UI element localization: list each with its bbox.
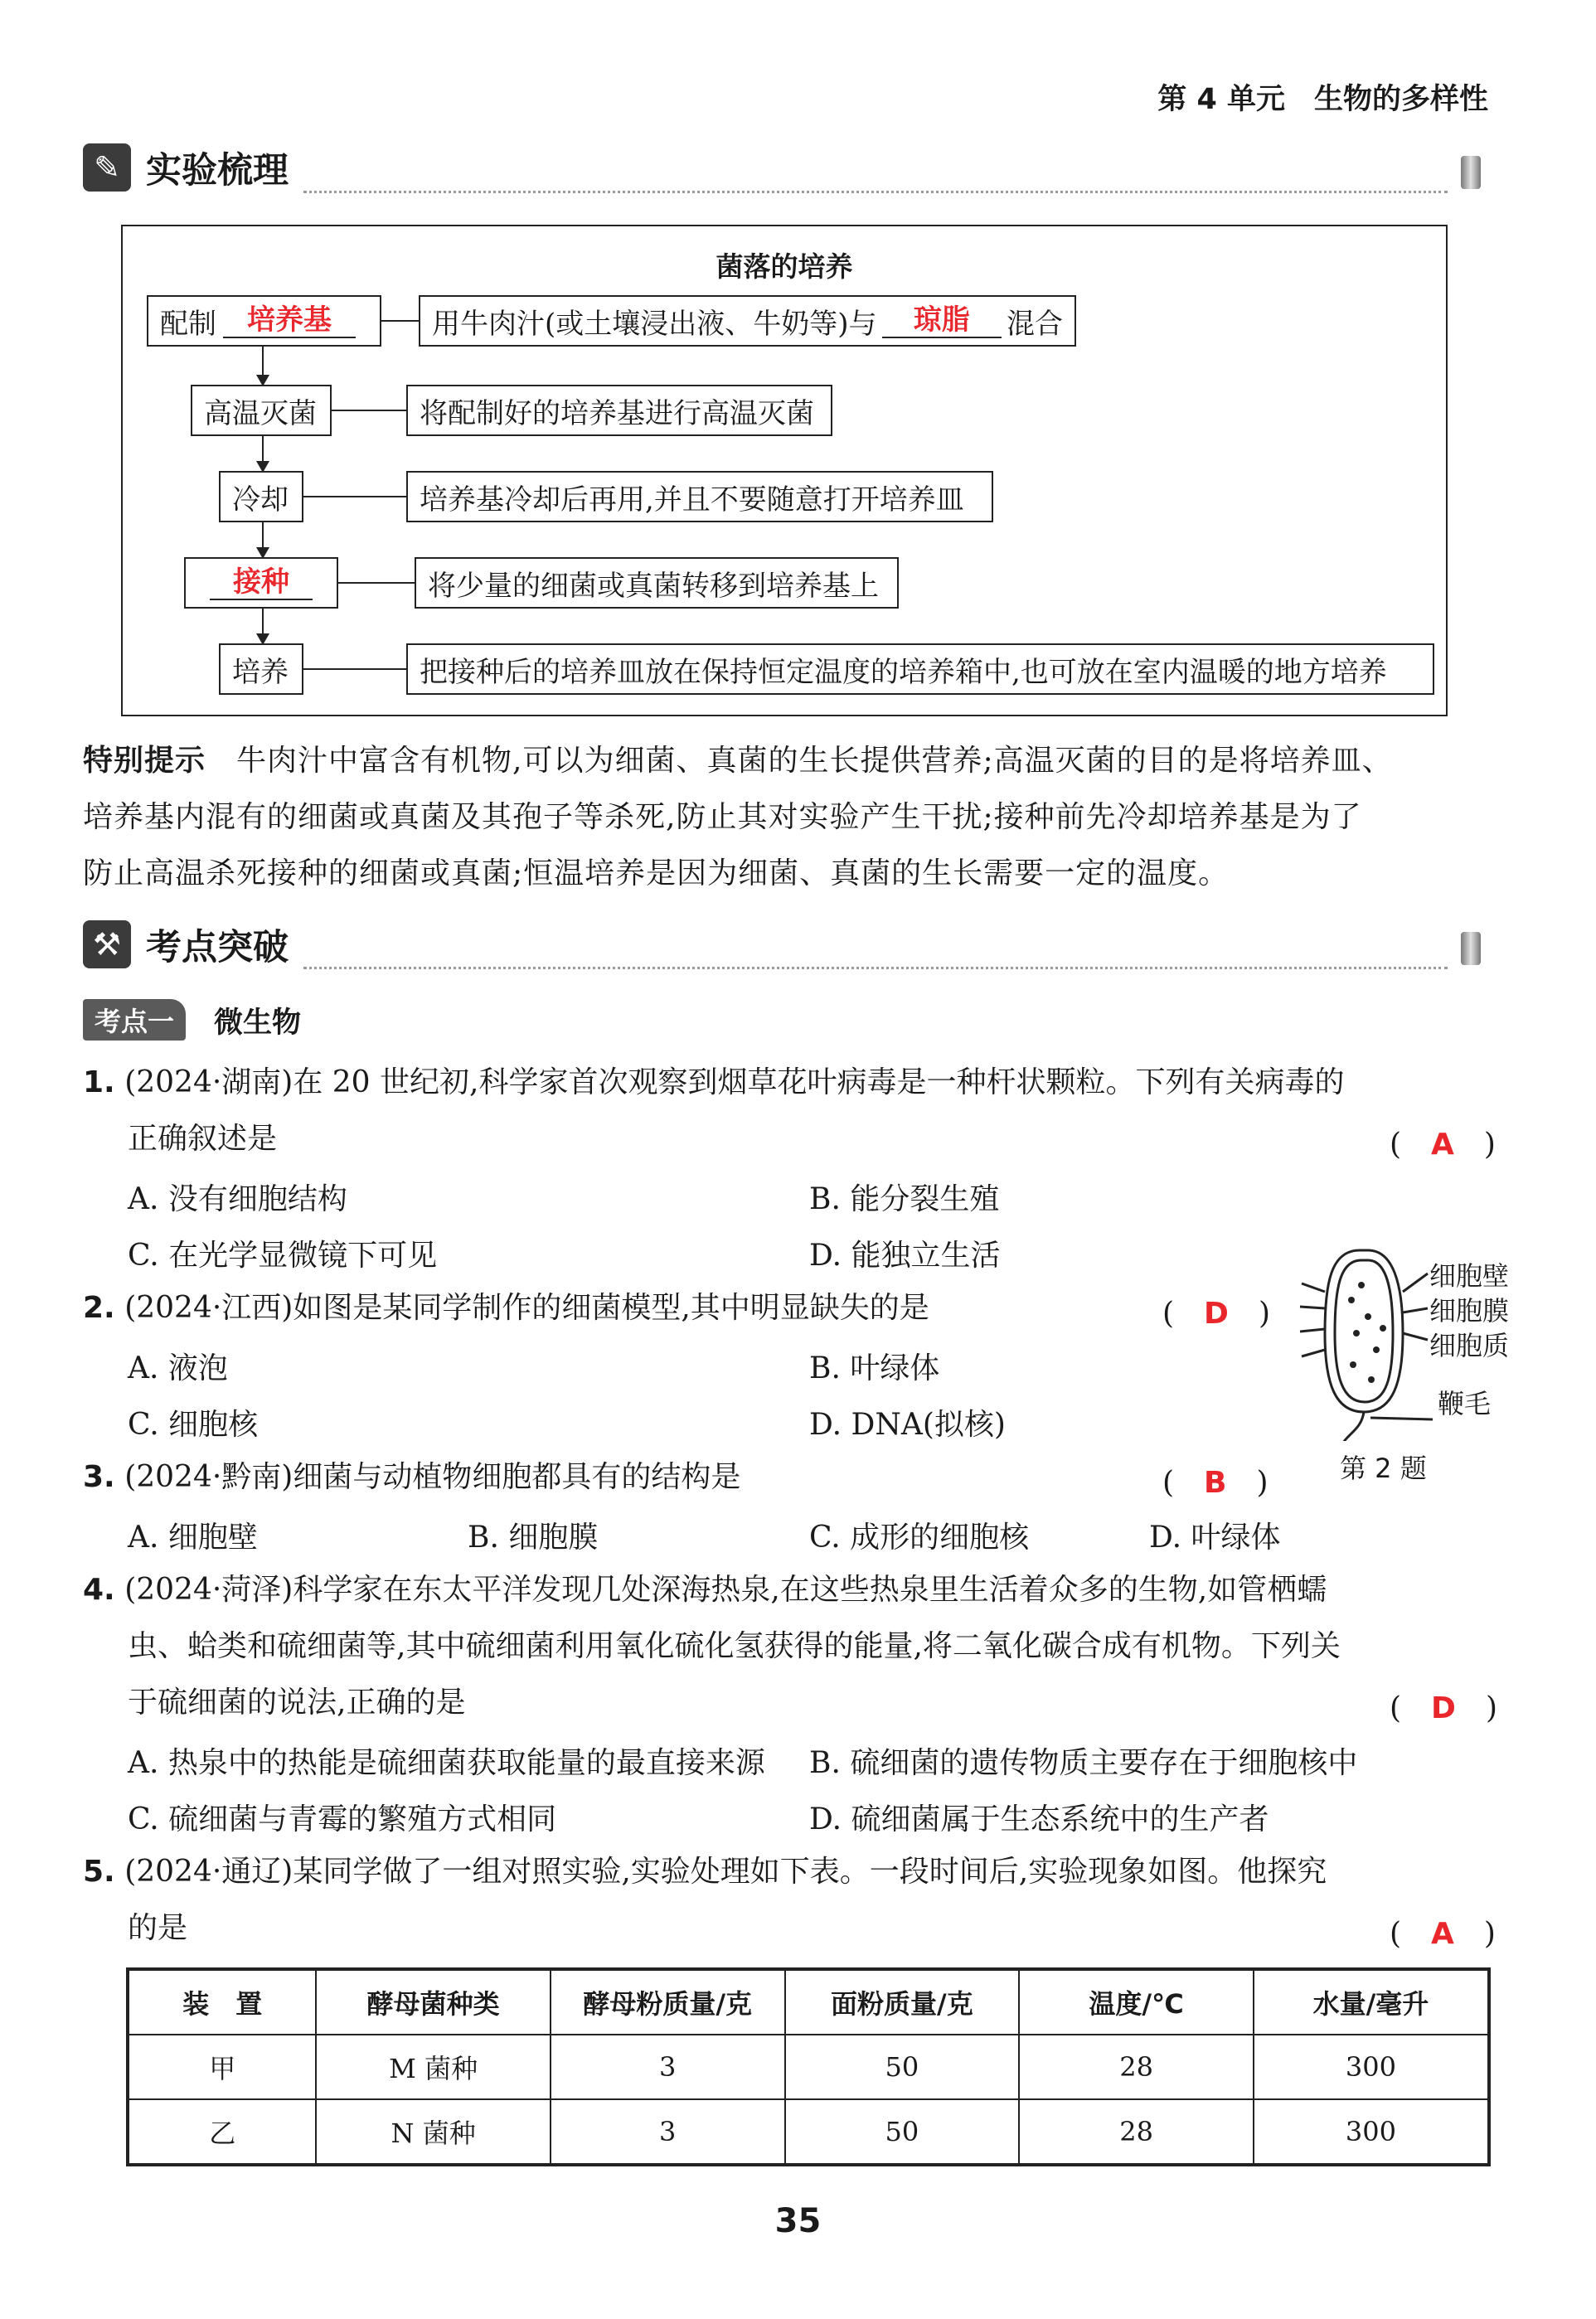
table-cell: 3 [551, 2035, 785, 2099]
flow-step-prepare [147, 295, 381, 347]
table-header-cell: 水量/毫升 [1254, 1969, 1489, 2035]
flow-desc-cool-text: 培养基冷却后再用,并且不要随意打开培养皿 [420, 483, 964, 517]
answer-letter: D [1431, 1691, 1456, 1725]
section-rule [303, 191, 1448, 193]
q4-option-c: C. 硫细菌与青霉的繁殖方式相同 [128, 1802, 557, 1836]
flow-step-sterilize-label: 高温灭菌 [204, 396, 317, 430]
yeast-experiment-table [126, 1967, 1491, 2166]
flow-desc-sterilize-text: 将配制好的培养基进行高温灭菌 [420, 396, 814, 430]
blank-culture-medium: 培养基 [223, 303, 356, 339]
table-cell: 乙 [128, 2099, 316, 2165]
kaodian-title: 微生物 [214, 1007, 302, 1040]
q1-option-a: A. 没有细胞结构 [128, 1182, 347, 1216]
section-end-ornament [1461, 156, 1481, 189]
question-2-stem [83, 1280, 929, 1337]
question-2-answer: ( D ) [1162, 1297, 1270, 1331]
label-cytoplasm: 细胞质 [1429, 1330, 1510, 1361]
table-cell: 300 [1254, 2035, 1489, 2099]
blank-agar: 琼脂 [882, 303, 1002, 339]
connector [303, 496, 406, 497]
label-flagellum: 鞭毛 [1438, 1388, 1492, 1419]
table-cell: 50 [785, 2035, 1020, 2099]
tip-line-2: 培养基内混有的细菌或真菌及其孢子等杀死,防止其对实验产生干扰;接种前先冷却培养基是为了 [83, 800, 1362, 834]
pencil-icon: ✎ [83, 143, 131, 192]
kaodian-badge: 考点一 [83, 999, 186, 1041]
question-1-stem [83, 1055, 1344, 1111]
q1-option-b: B. 能分裂生殖 [809, 1182, 1000, 1216]
tip-label: 特别提示 [83, 744, 206, 778]
flow-desc-prepare [419, 295, 1076, 347]
answer-letter: A [1431, 1128, 1454, 1162]
flow-step-sterilize [191, 385, 332, 436]
section-title-key-points: 考点突破 [146, 927, 289, 968]
question-4-line-1: (2024·菏泽)科学家在东太平洋发现几处深海热泉,在这些热泉里生活着众多的生物,如管栖蠕 [124, 1573, 1327, 1607]
connector [381, 320, 419, 322]
question-4-line-2: 虫、蛤类和硫细菌等,其中硫细菌利用氧化硫化氢获得的能量,将二氧化碳合成有机物。下列关 [128, 1629, 1341, 1663]
question-5-number: 5. [83, 1855, 115, 1889]
running-head: 第 4 单元 生物的多样性 [1157, 83, 1488, 116]
answer-letter: D [1204, 1297, 1229, 1331]
q4-option-d: D. 硫细菌属于生态系统中的生产者 [809, 1802, 1269, 1836]
table-cell: 50 [785, 2099, 1020, 2165]
q3-option-b: B. 细胞膜 [468, 1521, 599, 1555]
q4-option-a: A. 热泉中的热能是硫细菌获取能量的最直接来源 [128, 1746, 765, 1780]
question-4-number: 4. [83, 1573, 115, 1607]
q2-option-d: D. DNA(拟核) [809, 1408, 1006, 1442]
table-cell: 300 [1254, 2099, 1489, 2165]
question-3-answer: ( B ) [1162, 1466, 1269, 1500]
question-1-answer: ( A ) [1390, 1128, 1496, 1162]
question-5-line-1: (2024·通辽)某同学做了一组对照实验,实验处理如下表。一段时间后,实验现象如图。他探究 [124, 1855, 1327, 1889]
flow-desc-inoculate-text: 将少量的细菌或真菌转移到培养基上 [428, 569, 879, 603]
special-tip [83, 733, 1509, 902]
blank-inoculate: 接种 [210, 565, 313, 601]
q1-option-d: D. 能独立生活 [809, 1239, 1001, 1273]
question-3-number: 3. [83, 1460, 115, 1494]
figure-caption: 第 2 题 [1340, 1453, 1427, 1484]
flagellum-line [1343, 1412, 1364, 1441]
table-header-cell: 酵母粉质量/克 [551, 1969, 785, 2035]
flow-step-prepare-prefix: 配制 [160, 307, 216, 341]
q3-option-c: C. 成形的细胞核 [809, 1521, 1030, 1555]
connector [332, 410, 406, 411]
question-1-number: 1. [83, 1065, 115, 1099]
table-cell: 甲 [128, 2035, 316, 2099]
tip-line-1: 牛肉汁中富含有机物,可以为细菌、真菌的生长提供营养;高温灭菌的目的是将培养皿、 [236, 744, 1393, 778]
flow-desc-prepare-text: 用牛肉汁(或土壤浸出液、牛奶等)与 [432, 307, 877, 341]
question-5-line-2: 的是 [128, 1911, 188, 1945]
connector [303, 668, 406, 670]
flow-step-incubate [219, 643, 303, 695]
label-cell-membrane: 细胞膜 [1429, 1295, 1510, 1327]
flow-step-incubate-label: 培养 [232, 655, 289, 689]
table-row [128, 2035, 1489, 2099]
flow-desc-inoculate [415, 557, 899, 609]
question-4-answer: ( D ) [1390, 1691, 1497, 1725]
table-cell: N 菌种 [316, 2099, 550, 2165]
q3-option-a: A. 细胞壁 [128, 1521, 258, 1555]
table-header-cell: 酵母菌种类 [316, 1969, 550, 2035]
tip-line-3: 防止高温杀死接种的细菌或真菌;恒温培养是因为细菌、真菌的生长需要一定的温度。 [83, 856, 1230, 890]
q2-option-c: C. 细胞核 [128, 1408, 259, 1442]
table-cell: 28 [1019, 2035, 1254, 2099]
question-1-line-1: (2024·湖南)在 20 世纪初,科学家首次观察到烟草花叶病毒是一种杆状颗粒。下列有关病毒的 [124, 1065, 1345, 1099]
table-row [128, 2099, 1489, 2165]
question-5-stem [83, 1844, 1327, 1900]
cell-wall-outline [1325, 1250, 1403, 1412]
table-header-cell: 温度/℃ [1019, 1969, 1254, 2035]
flow-step-cool-label: 冷却 [232, 483, 289, 517]
q4-option-b: B. 硫细菌的遗传物质主要存在于细胞核中 [809, 1746, 1358, 1780]
flow-step-cool [219, 471, 303, 522]
flow-desc-prepare-suffix: 混合 [1007, 307, 1063, 341]
table-header-cell: 面粉质量/克 [785, 1969, 1020, 2035]
section-rule [303, 967, 1448, 969]
label-cell-wall: 细胞壁 [1429, 1260, 1510, 1292]
table-cell: 28 [1019, 2099, 1254, 2165]
section-end-ornament [1461, 932, 1481, 965]
q2-option-b: B. 叶绿体 [809, 1351, 940, 1385]
answer-letter: A [1431, 1917, 1454, 1951]
answer-letter: B [1204, 1466, 1227, 1500]
flow-desc-incubate [406, 643, 1434, 695]
flow-step-inoculate [184, 557, 338, 609]
table-cell: 3 [551, 2099, 785, 2165]
question-4-stem [83, 1562, 1327, 1618]
section-title-experiment: 实验梳理 [146, 150, 289, 192]
question-3-line-1: (2024·黔南)细菌与动植物细胞都具有的结构是 [124, 1460, 741, 1494]
question-1-line-2: 正确叙述是 [128, 1122, 278, 1156]
table-header-row [128, 1969, 1489, 2035]
table-cell: M 菌种 [316, 2035, 550, 2099]
question-2-line-1: (2024·江西)如图是某同学制作的细菌模型,其中明显缺失的是 [124, 1291, 929, 1325]
q3-option-d: D. 叶绿体 [1149, 1521, 1281, 1555]
question-2-number: 2. [83, 1291, 115, 1325]
connector [338, 582, 415, 584]
table-header-cell: 装 置 [128, 1969, 316, 2035]
flow-desc-sterilize [406, 385, 832, 436]
flow-chart-title: 菌落的培养 [716, 250, 853, 283]
question-5-answer: ( A ) [1390, 1917, 1496, 1951]
q1-option-c: C. 在光学显微镜下可见 [128, 1239, 438, 1273]
question-4-line-3: 于硫细菌的说法,正确的是 [128, 1686, 466, 1720]
flow-desc-cool [406, 471, 993, 522]
q2-option-a: A. 液泡 [128, 1351, 228, 1385]
page-number: 35 [774, 2202, 822, 2240]
question-3-stem [83, 1449, 740, 1506]
flow-desc-incubate-text: 把接种后的培养皿放在保持恒定温度的培养箱中,也可放在室内温暖的地方培养 [420, 655, 1387, 689]
wrench-icon: ⚒ [83, 920, 131, 968]
